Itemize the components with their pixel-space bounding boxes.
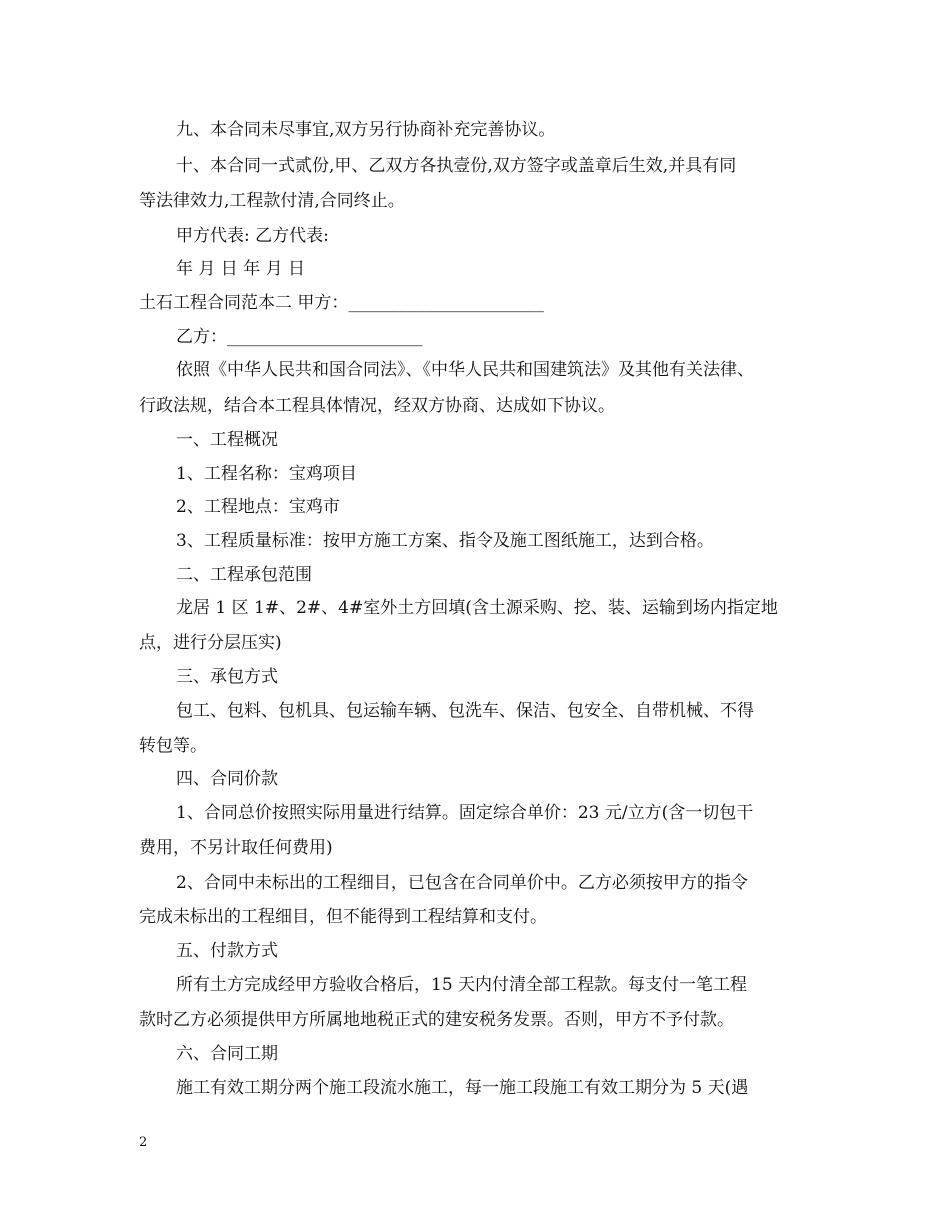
contract-mode-line-1: 包工、包料、包机具、包运输车辆、包洗车、保洁、包安全、自带机械、不得 — [176, 701, 754, 721]
project-name: 1、工程名称：宝鸡项目 — [176, 464, 357, 484]
price-clause-2-line-2: 完成未标出的工程细目，但不能得到工程结算和支付。 — [139, 907, 547, 927]
scope-line-2: 点，进行分层压实) — [139, 633, 282, 653]
party-b-line: 乙方：_______________________ — [176, 327, 423, 347]
section-heading-5: 五、付款方式 — [176, 941, 278, 961]
quality-standard: 3、工程质量标准：按甲方施工方案、指令及施工图纸施工，达到合格。 — [176, 531, 714, 551]
clause-ten-line-1: 十、本合同一式贰份,甲、乙双方各执壹份,双方签字或盖章后生效,并具有同 — [176, 156, 737, 176]
clause-nine: 九、本合同未尽事宜,双方另行协商补充完善协议。 — [176, 120, 556, 140]
section-heading-6: 六、合同工期 — [176, 1044, 278, 1064]
payment-line-1: 所有土方完成经甲方验收合格后，15 天内付清全部工程款。每支付一笔工程 — [176, 975, 748, 995]
price-clause-1-line-1: 1、合同总价按照实际用量进行结算。固定综合单价：23 元/立方(含一切包干 — [176, 803, 754, 823]
clause-ten-line-2: 等法律效力,工程款付清,合同终止。 — [139, 191, 405, 211]
intro-line-1: 依照《中华人民共和国合同法》、《中华人民共和国建筑法》及其他有关法律、 — [176, 360, 754, 380]
price-clause-2-line-1: 2、合同中未标出的工程细目，已包含在合同单价中。乙方必须按甲方的指令 — [176, 873, 748, 893]
page-number: 2 — [139, 1135, 148, 1150]
representatives-line: 甲方代表: 乙方代表: — [176, 226, 329, 246]
section-heading-1: 一、工程概况 — [176, 430, 278, 450]
schedule-line-1: 施工有效工期分两个施工段流水施工，每一施工段施工有效工期分为 5 天(遇 — [176, 1078, 749, 1098]
intro-line-2: 行政法规，结合本工程具体情况，经双方协商、达成如下协议。 — [139, 396, 615, 416]
scope-line-1: 龙居 1 区 1#、2#、4#室外土方回填(含土源采购、挖、装、运输到场内指定地 — [176, 598, 778, 618]
title-party-a-line: 土石工程合同范本二 甲方：_______________________ — [139, 293, 544, 313]
project-location: 2、工程地点：宝鸡市 — [176, 497, 340, 517]
section-heading-4: 四、合同价款 — [176, 769, 278, 789]
section-heading-2: 二、工程承包范围 — [176, 565, 312, 585]
section-heading-3: 三、承包方式 — [176, 667, 278, 687]
contract-mode-line-2: 转包等。 — [139, 736, 207, 756]
price-clause-1-line-2: 费用，不另计取任何费用) — [139, 838, 333, 858]
payment-line-2: 款时乙方必须提供甲方所属地地税正式的建安税务发票。否则，甲方不予付款。 — [139, 1010, 734, 1030]
date-line: 年 月 日 年 月 日 — [176, 259, 306, 279]
